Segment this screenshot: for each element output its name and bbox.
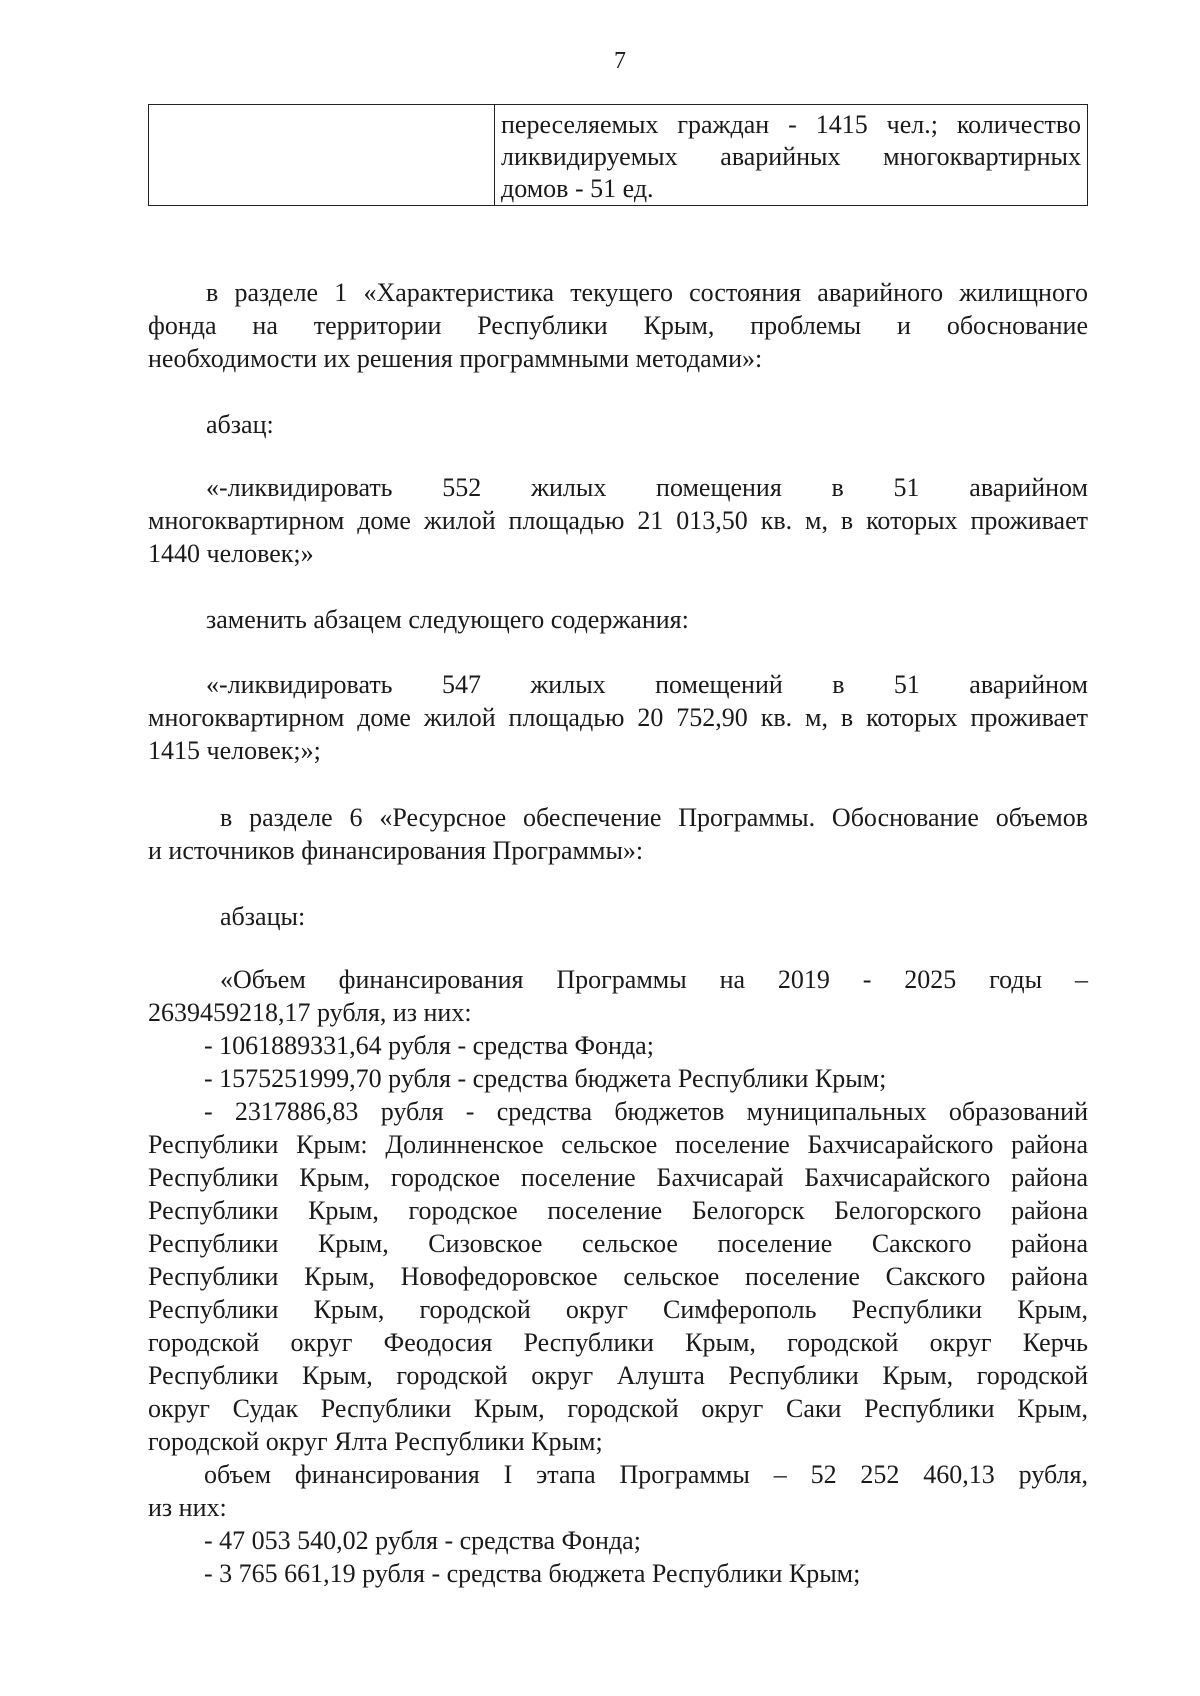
text-line: объем финансирования I этапа Программы – 52 252 460,13 рубля, bbox=[204, 1460, 1088, 1489]
text-line: - 1575251999,70 рубля - средства бюджета Республики Крым; bbox=[204, 1064, 887, 1093]
section6-paragraph bbox=[148, 801, 1088, 867]
page-number: 7 bbox=[614, 48, 626, 74]
text-line: - 2317886,83 рубля - средства бюджетов муниципальных образований bbox=[204, 1097, 1088, 1126]
text-line: - 47 053 540,02 рубля - средства Фонда; bbox=[204, 1526, 641, 1555]
text-line: Республики Крым, Сизовское сельское поселение Сакского района bbox=[148, 1229, 1088, 1258]
text-line: «-ликвидировать 552 жилых помещения в 51 аварийном bbox=[206, 473, 1088, 502]
section1-paragraph bbox=[148, 276, 1088, 375]
text-line: «Объем финансирования Программы на 2019 - 2025 годы – bbox=[220, 965, 1088, 994]
text-line: из них: bbox=[148, 1493, 227, 1522]
old-paragraph bbox=[148, 471, 1088, 570]
text-line: и источников финансирования Программы»: bbox=[148, 836, 644, 865]
text-line: округ Судак Республики Крым, городской округ Саки Республики Крым, bbox=[148, 1394, 1088, 1423]
text-line: «-ликвидировать 547 жилых помещений в 51 аварийном bbox=[206, 670, 1088, 699]
text-line: Республики Крым, Новофедоровское сельское поселение Сакского района bbox=[148, 1262, 1088, 1291]
text-line: - 3 765 661,19 рубля - средства бюджета Республики Крым; bbox=[204, 1559, 861, 1588]
table-line: переселяемых граждан - 1415 чел.; количество bbox=[501, 110, 1081, 139]
text-line: 1440 человек;» bbox=[148, 539, 314, 568]
text-line: Республики Крым, городское поселение Бахчисарай Бахчисарайского района bbox=[148, 1163, 1088, 1192]
new-paragraph bbox=[148, 668, 1088, 767]
table-line: домов - 51 ед. bbox=[501, 174, 654, 203]
text-line: 1415 человек;»; bbox=[148, 736, 321, 765]
text-line: Республики Крым: Долинненское сельское поселение Бахчисарайского района bbox=[148, 1130, 1088, 1159]
text-line: городской округ Феодосия Республики Крым, городской округ Керчь bbox=[148, 1328, 1088, 1357]
table-cell-empty bbox=[149, 105, 495, 205]
label-abzacy: абзацы: bbox=[220, 902, 306, 931]
continuation-table bbox=[148, 104, 1088, 206]
text-line: многоквартирном доме жилой площадью 20 752,90 кв. м, в которых проживает bbox=[148, 703, 1088, 732]
text-line: 2639459218,17 рубля, из них: bbox=[148, 998, 472, 1027]
table-cell-text bbox=[495, 105, 1087, 205]
label-abzac: абзац: bbox=[206, 410, 274, 439]
text-line: Республики Крым, городское поселение Белогорск Белогорского района bbox=[148, 1196, 1088, 1225]
text-line: необходимости их решения программными методами»: bbox=[148, 344, 763, 373]
text-line: в разделе 1 «Характеристика текущего состояния аварийного жилищного bbox=[206, 278, 1088, 307]
text-line: Республики Крым, городской округ Алушта Республики Крым, городской bbox=[148, 1361, 1088, 1390]
financing-paragraph bbox=[148, 963, 1088, 1590]
text-line: городской округ Ялта Республики Крым; bbox=[148, 1427, 603, 1456]
text-line: многоквартирном доме жилой площадью 21 013,50 кв. м, в которых проживает bbox=[148, 506, 1088, 535]
text-line: - 1061889331,64 рубля - средства Фонда; bbox=[204, 1031, 654, 1060]
text-line: фонда на территории Республики Крым, проблемы и обоснование bbox=[148, 311, 1088, 340]
table-line: ликвидируемых аварийных многоквартирных bbox=[501, 142, 1081, 171]
text-line: Республики Крым, городской округ Симферополь Республики Крым, bbox=[148, 1295, 1088, 1324]
text-line: в разделе 6 «Ресурсное обеспечение Программы. Обоснование объемов bbox=[220, 803, 1088, 832]
replace-label: заменить абзацем следующего содержания: bbox=[206, 605, 689, 634]
